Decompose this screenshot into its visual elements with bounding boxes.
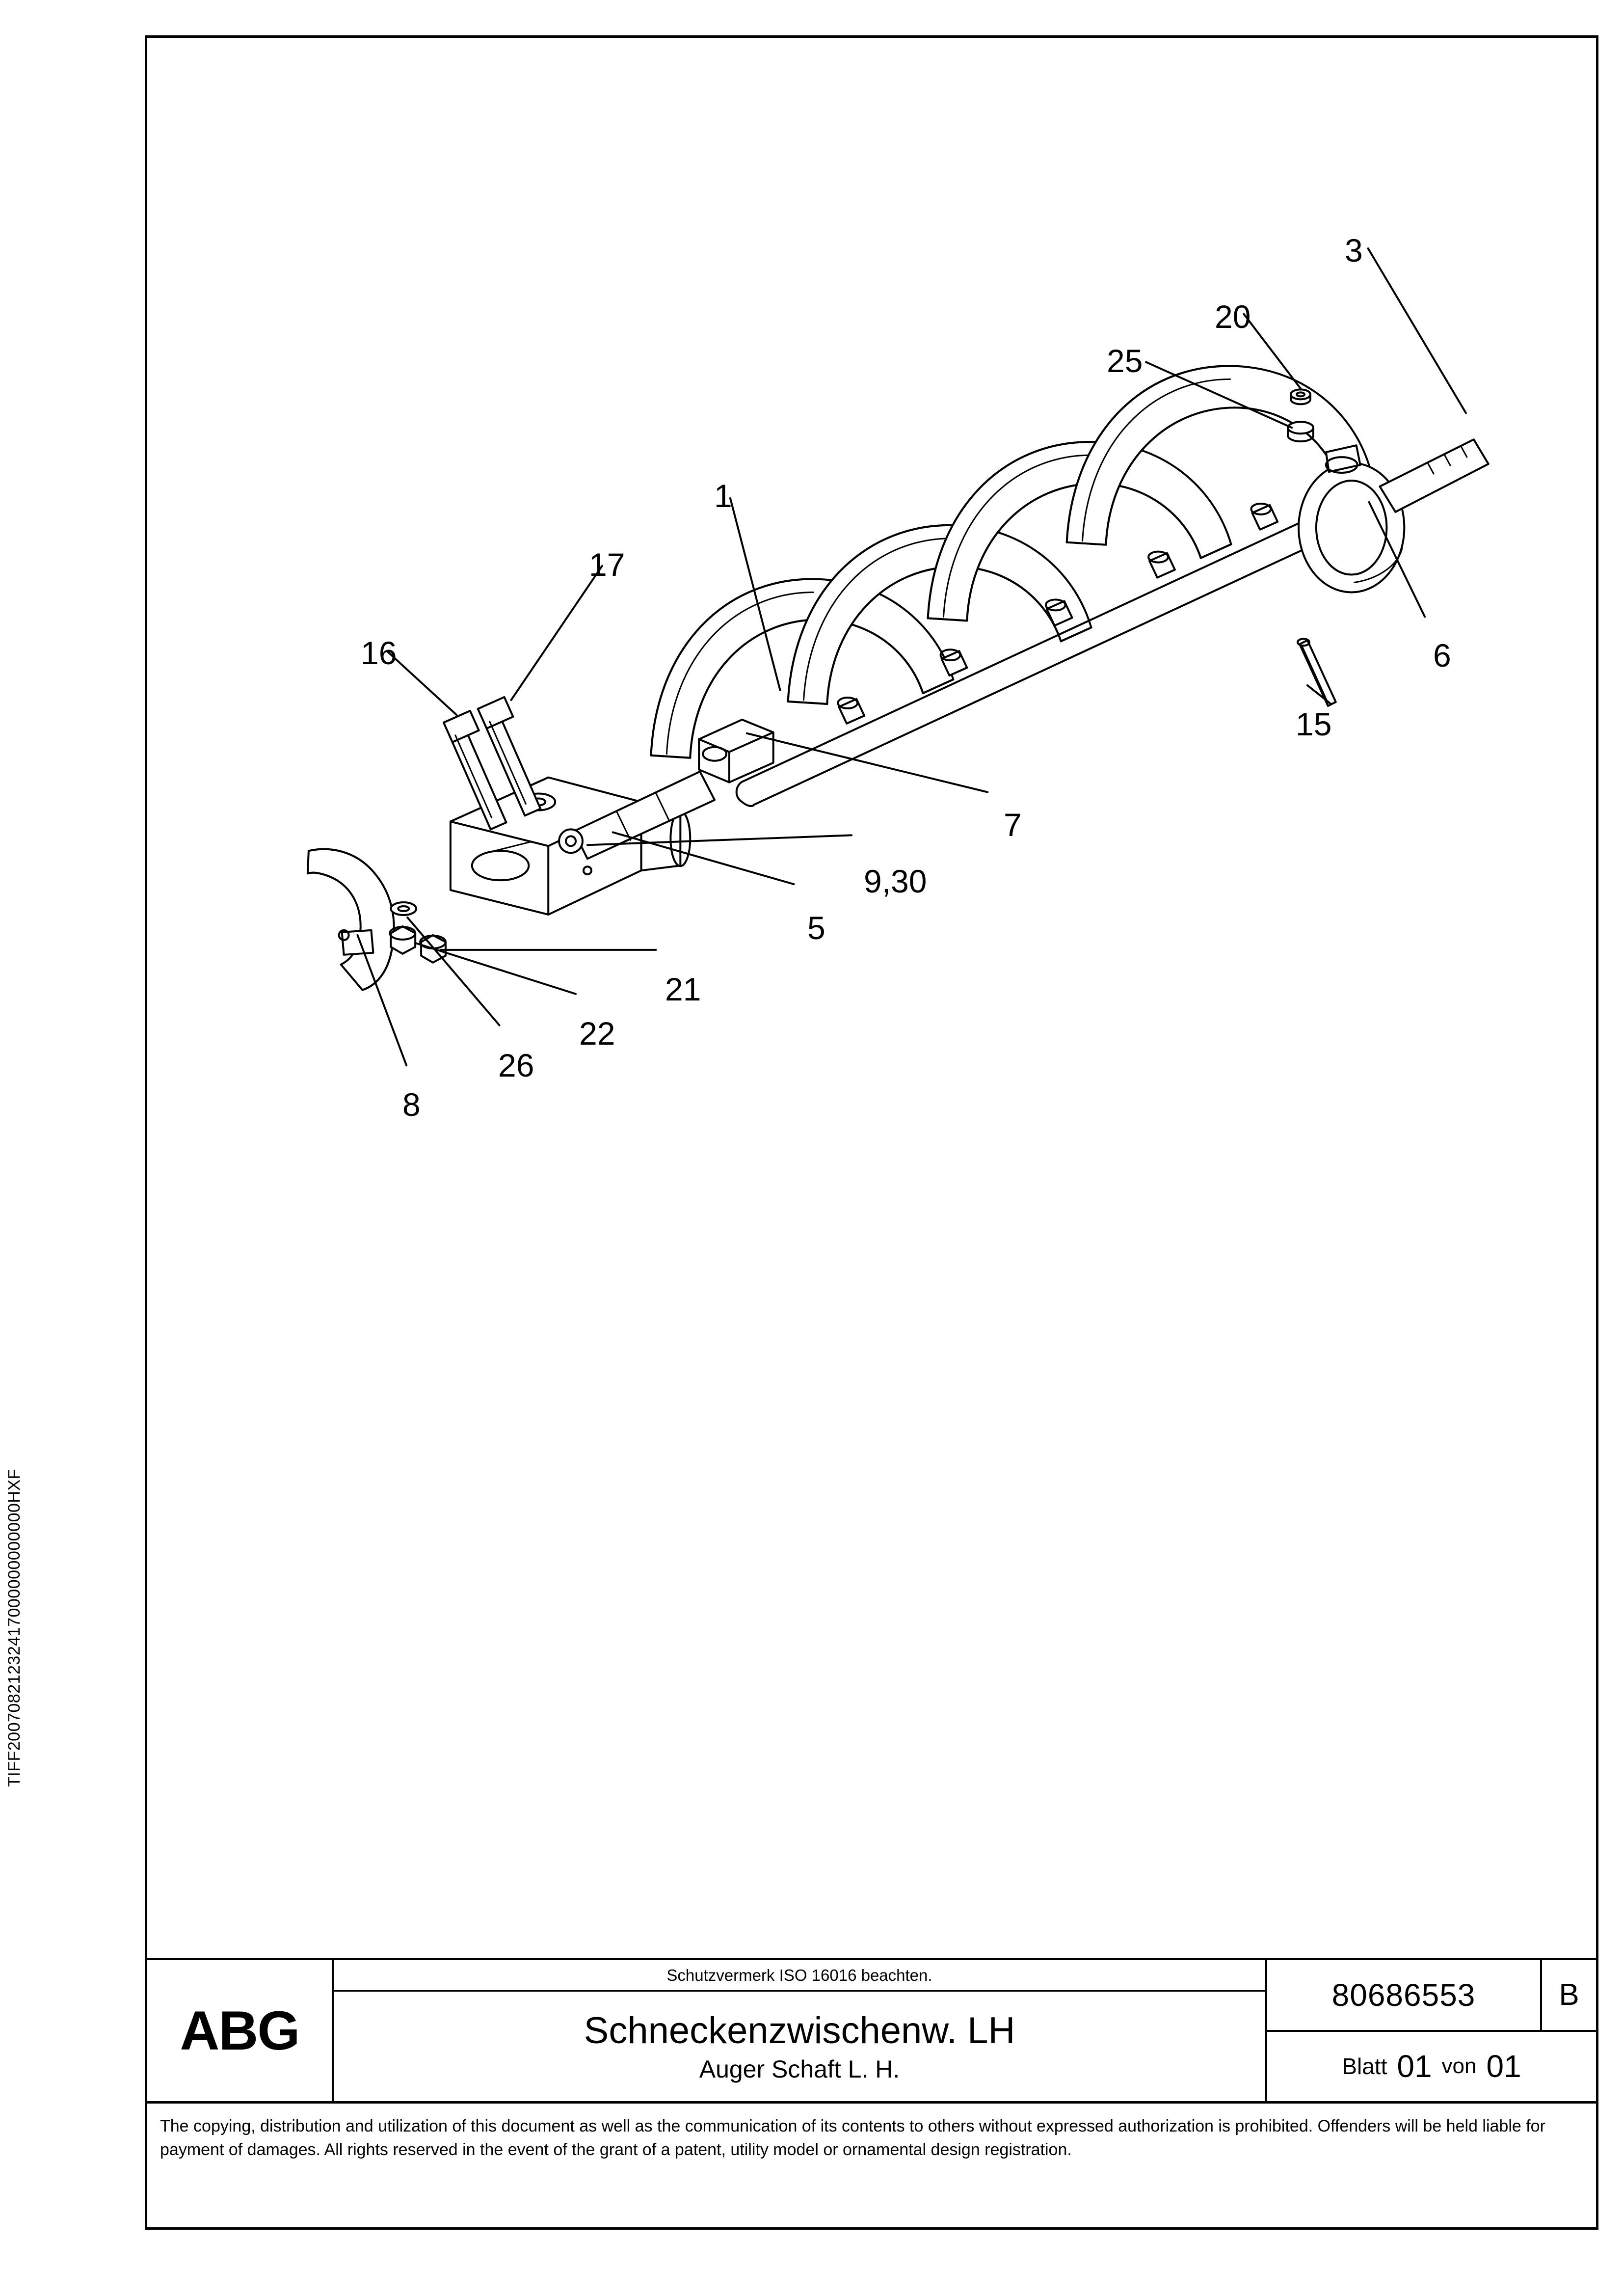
sheet-total: 01 xyxy=(1486,2049,1521,2084)
callout-5: 5 xyxy=(807,910,825,946)
drawing-titles xyxy=(334,1992,1265,2101)
callout-20: 20 xyxy=(1215,298,1251,335)
callout-1: 1 xyxy=(714,478,732,514)
exploded-assembly-illustration xyxy=(147,38,1596,2227)
revision-letter: B xyxy=(1559,1978,1579,2012)
sheet-row xyxy=(1267,2032,1596,2102)
callout-6: 6 xyxy=(1433,637,1451,674)
logo-text: ABG xyxy=(180,2000,299,2061)
drawing-number-row xyxy=(1267,1960,1596,2032)
von-label: von xyxy=(1441,2054,1477,2079)
drawing-number: 80686553 xyxy=(1267,1960,1542,2030)
title-german: Schneckenzwischenw. LH xyxy=(584,2010,1015,2052)
title-english: Auger Schaft L. H. xyxy=(699,2055,900,2083)
callout-21: 21 xyxy=(665,971,701,1007)
manufacturer-logo xyxy=(147,1960,334,2101)
callout-22: 22 xyxy=(579,1015,615,1052)
drawing-area xyxy=(147,38,1596,2227)
sheet-number: 01 xyxy=(1397,2049,1432,2084)
title-block-middle xyxy=(334,1960,1267,2101)
title-block-top xyxy=(145,1958,1598,2101)
callout-26: 26 xyxy=(498,1047,534,1083)
callout-9-30: 9,30 xyxy=(864,863,927,899)
callout-7: 7 xyxy=(1004,807,1022,843)
archival-code: TIFF20070821232417000000000000HXF xyxy=(5,1469,24,1787)
title-block-right xyxy=(1267,1960,1596,2101)
callout-17: 17 xyxy=(589,546,625,583)
drawing-frame xyxy=(145,35,1598,2230)
sheet-label: Blatt xyxy=(1342,2053,1387,2080)
legal-notice: The copying, distribution and utilization of this document as well as the communication of its contents to others without expressed authorization is prohibited. Offenders will be held liable for payment of damages. All rights reserved in the event of the grant of a patent, utility model or ornamental design registration. xyxy=(145,2101,1598,2230)
callout-25: 25 xyxy=(1107,343,1143,379)
copyright-note: Schutzvermerk ISO 16016 beachten. xyxy=(334,1960,1265,1992)
callout-3: 3 xyxy=(1345,232,1363,269)
callout-8: 8 xyxy=(402,1086,421,1123)
title-block xyxy=(145,1958,1598,2230)
callout-16: 16 xyxy=(361,635,397,671)
callout-15: 15 xyxy=(1296,706,1332,742)
